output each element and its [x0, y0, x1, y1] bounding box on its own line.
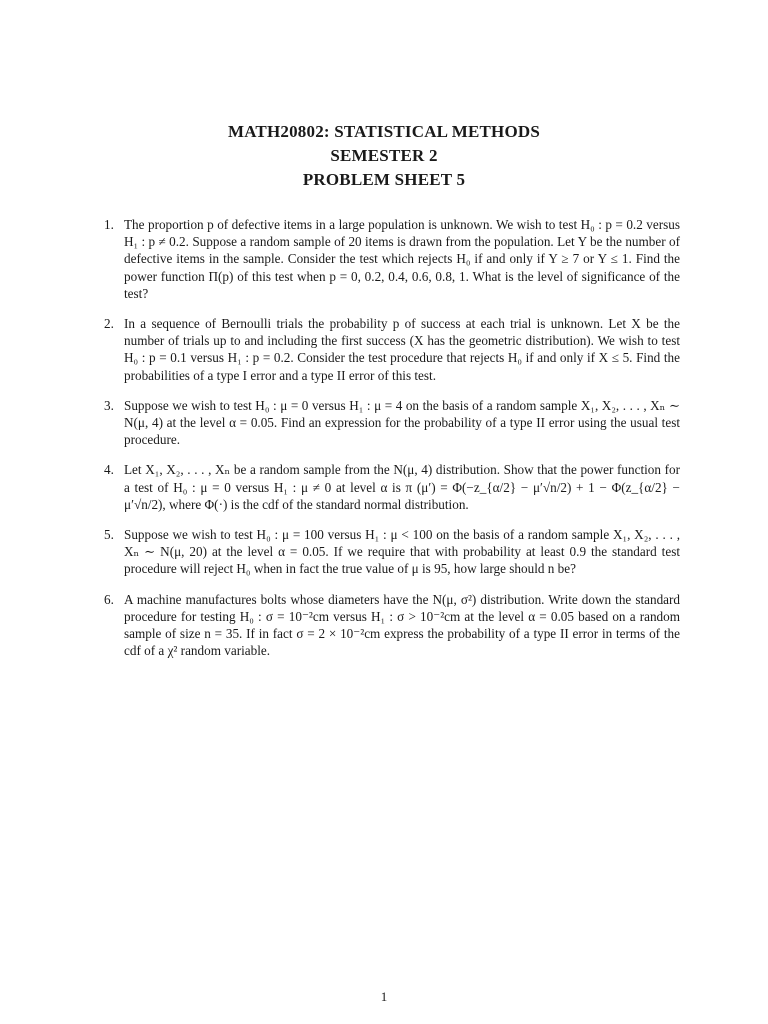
problem-item-3	[98, 397, 680, 449]
problem-text: Suppose we wish to test H₀ : μ = 100 versus H₁ : μ < 100 on the basis of a random sample X₁, X₂, . . . , Xₙ ∼ N(μ, 20) at the level α = 0.05. If we require that with probability at least 0.9 the standard test procedure will reject H₀ when in fact the true value of μ is 95, how large should n be?	[124, 527, 680, 577]
problem-number: 3.	[104, 397, 114, 413]
page-number: 1	[380, 989, 388, 1004]
problem-number: 6.	[104, 591, 114, 607]
problem-text: A machine manufactures bolts whose diameters have the N(μ, σ²) distribution. Write down the standard procedure for testing H₀ : σ = 10⁻²cm versus H₁ : σ > 10⁻²cm at the level α = 0.05 based on a random sample of size n = 35. If in fact σ = 2 × 10⁻²cm express the probability of a type II error in terms of the cdf of a χ² random variable.	[124, 591, 680, 659]
problem-text: The proportion p of defective items in a large population is unknown. We wish to test H₀ : p = 0.2 versus H₁ : p ≠ 0.2. Suppose a random sample of 20 items is drawn from the population. Let Y be the number of defective items in the sample. Consider the test which rejects H₀ if and only if Y ≥ 7 or Y ≤ 1. Find the power function Π(p) of this test when p = 0, 0.2, 0.4, 0.6, 0.8, 1. What is the level of significance of the test?	[124, 217, 680, 301]
problem-item-6	[98, 591, 680, 660]
problem-number: 2.	[104, 316, 114, 332]
document-title	[0, 120, 768, 192]
problem-item-5	[98, 526, 680, 578]
problem-item-2	[98, 315, 680, 384]
problem-text: Suppose we wish to test H₀ : μ = 0 versus H₁ : μ = 4 on the basis of a random sample X₁, X₂, . . . , Xₙ ∼ N(μ, 4) at the level α = 0.05. Find an expression for the probability of a type II error using the usual test procedure.	[124, 397, 680, 448]
problem-number: 4.	[104, 462, 114, 478]
sheet-title: PROBLEM SHEET 5	[302, 170, 466, 189]
problem-item-1	[98, 216, 680, 302]
problem-number: 1.	[104, 217, 114, 232]
semester-title: SEMESTER 2	[330, 146, 438, 165]
problem-text: In a sequence of Bernoulli trials the probability p of success at each trial is unknown. Let X be the number of trials up to and including the first success (X has the geometric distribution). We wish to test H₀ : p = 0.1 versus H₁ : p = 0.2. Consider the test procedure that rejects H₀ if and only if X ≤ 5. Find the probabilities of a type I error and a type II error of this test.	[124, 316, 680, 383]
problem-item-4	[98, 461, 680, 513]
problem-text: Let X₁, X₂, . . . , Xₙ be a random sample from the N(μ, 4) distribution. Show that the power function for a test of H₀ : μ = 0 versus H₁ : μ ≠ 0 at level α is π (μ′) = Φ(−z_{α/2} − μ′√n/2) + 1 − Φ(z_{α/2} − μ′√n/2), where Φ(·) is the cdf of the standard normal distribution.	[124, 462, 680, 512]
course-title: MATH20802: STATISTICAL METHODS	[227, 122, 541, 141]
problem-list	[98, 216, 680, 672]
problem-number: 5.	[104, 527, 114, 543]
